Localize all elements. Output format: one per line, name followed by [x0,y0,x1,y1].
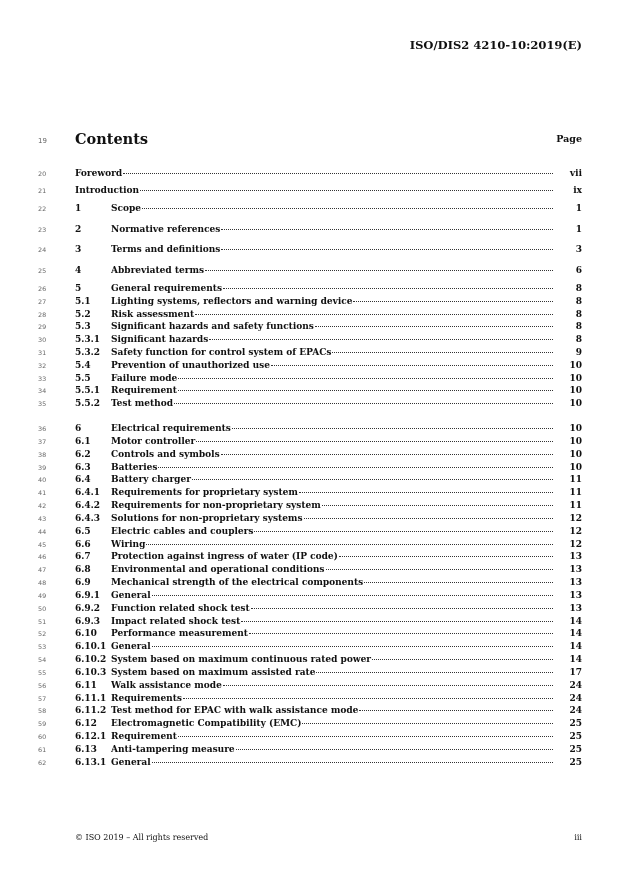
line-number: 62 [38,758,47,767]
section-number: 6.4.3 [75,513,101,524]
page-reference: vii [569,169,582,179]
line-number: 24 [38,246,47,254]
page-reference: 8 [575,309,582,320]
section-number: 6.4 [75,475,91,486]
toc-entry[interactable] [38,693,582,705]
section-number: 6.10 [75,629,97,640]
line-number: 50 [38,604,47,613]
section-number: 1 [75,204,82,214]
toc-entry[interactable] [38,244,582,256]
dot-leader [316,672,553,673]
line-number: 29 [38,323,47,332]
page-reference: 8 [575,284,582,294]
line-number: 30 [38,336,47,345]
section-title: Scope [111,204,142,214]
dot-leader [152,595,553,596]
page-reference: 10 [569,360,582,371]
line-number: 34 [38,387,47,396]
dot-leader [209,339,553,340]
dot-leader [205,270,553,271]
dot-leader [140,190,553,191]
section-title: Impact related shock test [111,616,241,627]
page-reference: 24 [569,706,582,717]
page-reference: 11 [569,501,582,512]
section-number: 6.12.1 [75,732,107,743]
page-reference: 25 [569,757,582,768]
line-number: 37 [38,437,47,446]
line-number: 31 [38,349,47,357]
section-title: Lighting systems, reflectors and warning device [111,296,353,307]
section-number: 3 [75,245,82,255]
page-number: iii [574,833,582,842]
page-reference: 10 [569,449,582,460]
line-number: 61 [38,746,47,754]
line-number: 26 [38,285,47,293]
line-number: 55 [38,668,47,677]
page-reference: 12 [569,526,582,537]
contents-heading [38,131,582,151]
section-number: 5.5.2 [75,399,101,410]
section-number: 6.13 [75,745,97,755]
document-id-header: ISO/DIS2 4210-10:2019(E) [409,38,582,52]
line-number: 35 [38,400,47,409]
page-reference: 14 [569,655,582,666]
section-title: Risk assessment [111,309,195,320]
section-title: Anti-tampering measure [111,745,235,755]
line-number: 51 [38,617,47,626]
line-number: 54 [38,656,47,665]
section-title: Failure mode [111,373,178,384]
section-number: 5.1 [75,296,91,307]
section-title: Electromagnetic Compatibility (EMC) [111,719,302,730]
section-number: 6.9.2 [75,603,101,614]
toc-entry[interactable] [38,321,582,333]
page-reference: 25 [569,745,582,755]
dot-leader [304,518,553,519]
page-reference: 10 [569,462,582,473]
section-title: System based on maximum assisted rate [111,667,316,678]
page-reference: 14 [569,629,582,640]
copyright-notice: © ISO 2019 – All rights reserved [75,833,209,842]
toc-entry[interactable] [38,603,582,615]
toc-entry[interactable] [38,500,582,512]
section-number: 2 [75,224,82,235]
page-reference: 13 [569,552,582,563]
line-number: 40 [38,476,47,485]
section-title: Requirement [111,732,177,743]
dot-leader [359,710,553,711]
toc-entry[interactable] [38,436,582,448]
dot-leader [364,582,553,583]
section-title: System based on maximum continuous rated power [111,655,372,666]
line-number: 47 [38,566,47,575]
toc-entry[interactable] [38,347,582,359]
dot-leader [254,531,553,532]
section-number: 6.5 [75,526,91,537]
section-title: Safety function for control system of EPACs [111,348,332,358]
toc-entry[interactable] [38,564,582,576]
page-column-label: Page [556,134,582,145]
section-number: 5.3 [75,322,91,333]
toc-entry[interactable] [38,449,582,461]
toc-entry[interactable] [38,373,582,385]
section-title: Wiring [111,539,146,550]
page-reference: 11 [569,488,582,499]
section-number: 5.5.1 [75,386,101,397]
line-number: 32 [38,361,47,370]
section-title: Prevention of unauthorized use [111,360,270,371]
section-number: 6.8 [75,565,91,576]
page-reference: 25 [569,719,582,730]
section-number: 6.10.1 [75,642,107,653]
section-title: Significant hazards and safety functions [111,322,314,333]
line-number: 38 [38,450,47,459]
dot-leader [249,633,553,634]
toc-entry[interactable] [38,474,582,486]
section-title: Foreword [75,169,123,179]
page-reference: 10 [569,436,582,447]
section-title: General [111,642,151,653]
section-title: Batteries [111,462,158,473]
dot-leader [223,685,553,686]
page-title: Contents [75,131,149,148]
section-title: Terms and definitions [111,245,221,255]
section-number: 5.3.1 [75,335,101,346]
dot-leader [178,378,553,379]
line-number: 57 [38,694,47,703]
toc-entry[interactable] [38,744,582,756]
toc-entry[interactable] [38,203,582,215]
dot-leader [221,454,553,455]
page-reference: 14 [569,642,582,653]
page-reference: 8 [575,322,582,333]
line-number: 27 [38,297,47,306]
section-number: 6.11 [75,680,97,691]
toc-entry[interactable] [38,718,582,730]
section-number: 6.9.1 [75,590,101,601]
toc-entry[interactable] [38,334,582,346]
line-number: 48 [38,579,47,588]
dot-leader [332,352,553,353]
toc-entry[interactable] [38,654,582,666]
toc-entry[interactable] [38,283,582,295]
line-number: 44 [38,527,47,536]
line-number: 45 [38,540,47,549]
dot-leader [271,365,553,366]
section-number: 6.2 [75,449,91,460]
dot-leader [221,249,553,250]
toc-entry[interactable] [38,296,582,308]
page-reference: 25 [569,732,582,743]
section-number: 5 [75,284,82,294]
dot-leader [146,544,553,545]
toc-entry[interactable] [38,731,582,743]
section-title: Electric cables and couplers [111,526,254,537]
toc-entry[interactable] [38,462,582,474]
toc-entry[interactable] [38,526,582,538]
section-title: Function related shock test [111,603,250,614]
toc-entry[interactable] [38,385,582,397]
page-reference: 24 [569,693,582,704]
page-reference: 8 [575,335,582,346]
section-title: Protection against ingress of water (IP code) [111,552,338,563]
toc-entry[interactable] [38,616,582,628]
page-reference: 13 [569,578,582,589]
line-number: 58 [38,707,47,716]
dot-leader [174,403,553,404]
section-number: 5.4 [75,360,91,371]
section-title: Performance measurement [111,629,248,640]
section-number: 6 [75,424,82,434]
dot-leader [152,646,553,647]
page-reference: 14 [569,616,582,627]
page-reference: ix [573,186,582,196]
dot-leader [192,479,553,480]
line-number: 53 [38,643,47,652]
page-reference: 1 [575,204,582,214]
line-number: 23 [38,225,47,234]
dot-leader [251,608,553,609]
section-title: Test method for EPAC with walk assistance mode [111,706,359,717]
section-title: Controls and symbols [111,449,220,460]
section-number: 6.12 [75,719,97,730]
dot-leader [158,467,553,468]
line-number: 22 [38,205,47,213]
page-reference: 12 [569,539,582,550]
line-number: 52 [38,630,47,639]
toc-entry[interactable] [38,705,582,717]
line-number: 36 [38,425,47,433]
line-number: 33 [38,374,47,383]
dot-leader [152,762,553,763]
toc-entry[interactable] [38,398,582,410]
dot-leader [196,441,553,442]
section-number: 5.3.2 [75,348,101,358]
dot-leader [372,659,553,660]
toc-entry[interactable] [38,641,582,653]
page-reference: 24 [569,680,582,691]
section-title: Abbreviated terms [111,265,205,276]
section-title: Mechanical strength of the electrical components [111,578,364,589]
line-number: 56 [38,681,47,690]
line-number: 60 [38,733,47,742]
toc-entry[interactable] [38,224,582,236]
page-reference: 1 [575,224,582,235]
section-title: Introduction [75,186,140,196]
page-reference: 12 [569,513,582,524]
line-number: 20 [38,170,47,178]
line-number: 41 [38,489,47,498]
dot-leader [236,749,553,750]
section-title: Significant hazards [111,335,209,346]
section-number: 6.11.2 [75,706,107,717]
toc-entry[interactable] [38,309,582,321]
section-title: Electrical requirements [111,424,231,434]
dot-leader [178,390,553,391]
section-number: 6.7 [75,552,91,563]
page-reference: 13 [569,603,582,614]
section-title: Motor controller [111,436,196,447]
toc-entry[interactable] [38,590,582,602]
section-number: 6.4.2 [75,501,101,512]
line-number: 46 [38,553,47,562]
section-title: Environmental and operational conditions [111,565,325,576]
toc-entry[interactable] [38,423,582,435]
section-number: 6.3 [75,462,91,473]
line-number: 28 [38,310,47,319]
toc-entry[interactable] [38,667,582,679]
dot-leader [178,736,553,737]
toc-entry[interactable] [38,168,582,180]
toc-entry[interactable] [38,757,582,769]
section-title: Battery charger [111,475,191,486]
page-reference: 3 [575,245,582,255]
line-number: 43 [38,514,47,523]
line-number: 21 [38,187,47,195]
section-title: Solutions for non-proprietary systems [111,513,303,524]
line-number: 39 [38,463,47,472]
page-reference: 10 [569,424,582,434]
page-reference: 17 [569,667,582,678]
section-number: 6.9.3 [75,616,101,627]
section-number: 6.11.1 [75,693,107,704]
dot-leader [353,301,553,302]
toc-entry[interactable] [38,360,582,372]
toc-entry[interactable] [38,185,582,197]
section-number: 6.13.1 [75,757,107,768]
page-reference: 10 [569,399,582,410]
section-title: Requirements for proprietary system [111,488,298,499]
dot-leader [142,208,553,209]
section-number: 6.10.3 [75,667,107,678]
dot-leader [299,492,553,493]
dot-leader [232,428,553,429]
page-reference: 13 [569,590,582,601]
section-title: Test method [111,399,173,410]
dot-leader [183,698,553,699]
page-reference: 6 [575,265,582,276]
page-reference: 10 [569,386,582,397]
section-number: 6.1 [75,436,91,447]
line-number: 19 [38,137,47,145]
section-title: Requirements [111,693,182,704]
dot-leader [339,556,553,557]
toc-entry[interactable] [38,680,582,692]
dot-leader [241,621,553,622]
section-number: 6.4.1 [75,488,101,499]
section-number: 4 [75,265,82,276]
page-reference: 13 [569,565,582,576]
toc-entry[interactable] [38,513,582,525]
toc-entry[interactable] [38,487,582,499]
line-number: 25 [38,266,47,275]
section-title: General [111,757,151,768]
line-number: 49 [38,591,47,600]
section-number: 6.6 [75,539,91,550]
dot-leader [322,505,553,506]
section-number: 5.2 [75,309,91,320]
page-reference: 11 [569,475,582,486]
dot-leader [195,314,553,315]
dot-leader [223,288,553,289]
dot-leader [221,229,553,230]
dot-leader [302,723,553,724]
section-number: 6.10.2 [75,655,107,666]
toc-entry[interactable] [38,539,582,551]
dot-leader [326,569,553,570]
toc-entry[interactable] [38,577,582,589]
section-title: Requirement [111,386,177,397]
page-reference: 10 [569,373,582,384]
section-title: General [111,590,151,601]
dot-leader [123,173,553,174]
line-number: 42 [38,502,47,511]
section-title: General requirements [111,284,223,294]
toc-entry[interactable] [38,265,582,277]
page-reference: 8 [575,296,582,307]
line-number: 59 [38,720,47,729]
section-title: Normative references [111,224,221,235]
section-number: 6.9 [75,578,91,589]
section-number: 5.5 [75,373,91,384]
section-title: Walk assistance mode [111,680,222,691]
toc-entry[interactable] [38,628,582,640]
dot-leader [315,326,553,327]
toc-entry[interactable] [38,551,582,563]
page-reference: 9 [575,348,582,358]
section-title: Requirements for non-proprietary system [111,501,321,512]
